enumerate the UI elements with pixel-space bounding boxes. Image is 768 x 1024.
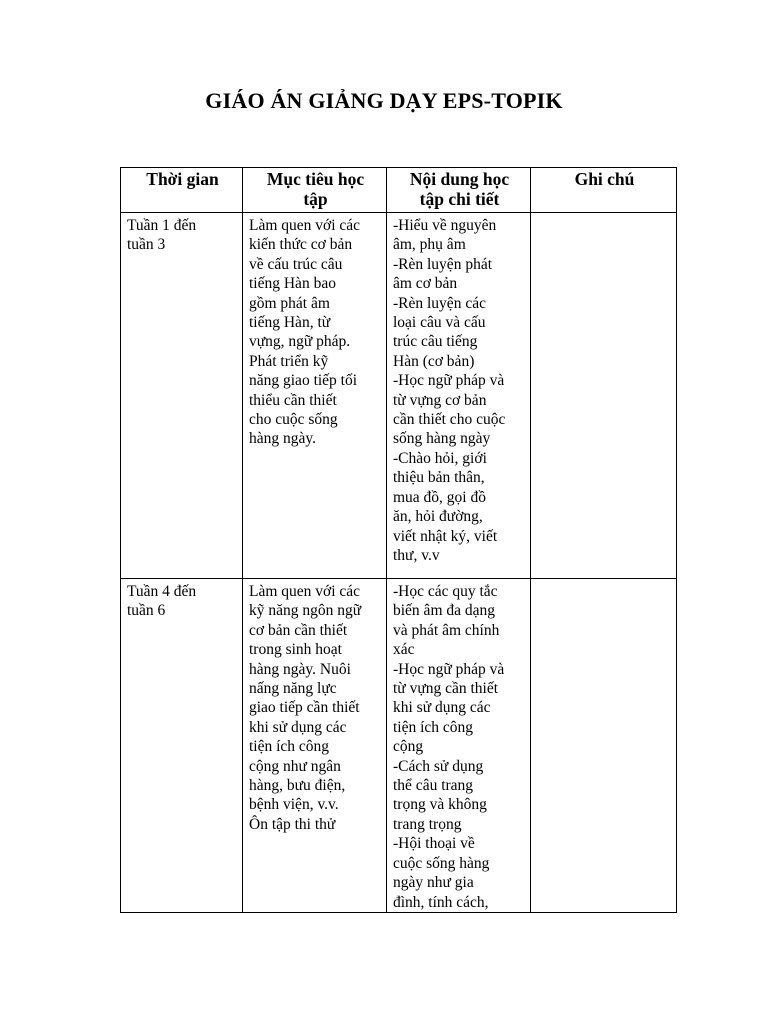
cell-text-line: âm cơ bản [393,275,458,293]
cell-text-line: tiếng Hàn, từ [249,314,331,332]
objective-cell [243,213,387,579]
content-cell [387,579,531,913]
cell-text-line: thể câu trang [393,777,474,795]
header-objective [243,168,387,213]
cell-text-line: loại câu và cấu [393,314,486,332]
cell-text-line: trúc câu tiếng [393,333,478,351]
cell-text-line: Làm quen với các [249,217,361,234]
cell-text-line: thư, v.v [393,546,440,564]
cell-text-line: khi sử dụng các [393,699,491,717]
table-row [121,213,677,579]
cell-text-line: tuần 6 [127,602,166,620]
cell-text-line: năng giao tiếp tối [249,372,358,390]
note-cell [531,579,677,913]
cell-text-line: cộng [393,738,424,756]
cell-text-line: Mục tiêu học [266,169,365,189]
cell-text-line: -Hội thoại về [393,835,475,853]
cell-text-line: Phát triển kỹ [249,352,329,370]
cell-text-line: nấng năng lực [249,680,337,698]
note-cell [531,213,677,579]
cell-text-line: khi sử dụng các [249,718,347,736]
cell-text-line: Ghi chú [574,169,635,189]
cell-text-line: biến âm đa dạng [393,602,496,620]
cell-text-line: tập [303,188,328,209]
cell-text-line: hàng ngày. Nuôi [249,660,351,678]
cell-text-line: tiếng Hàn bao [249,275,336,293]
cell-text-line: giao tiếp cần thiết [249,699,360,717]
cell-text-line: Ôn tập thi thử [249,815,336,833]
cell-text-line: kiến thức cơ bản [249,236,353,254]
cell-text-line: cơ bản cần thiết [249,621,348,639]
cell-text-line: -Hiểu về nguyên [393,217,497,234]
cell-text-line: Tuần 1 đến [127,217,197,234]
cell-text-line: thiệu bản thân, [393,469,485,487]
cell-text-line: -Cách sử dụng [393,757,484,775]
cell-text-line: vựng, ngữ pháp. [249,333,351,351]
cell-text-line: bệnh viện, v.v. [249,796,339,814]
cell-text-line: hàng, bưu điện, [249,777,346,795]
cell-text-line: -Học ngữ pháp và [393,372,505,390]
lesson-plan-table [120,167,677,913]
cell-text-line: Hàn (cơ bản) [393,352,475,370]
cell-text-line: -Rèn luyện các [393,294,486,312]
content-cell [387,213,531,579]
time-cell [121,213,243,579]
cell-text-line: tiện ích công [393,718,474,736]
table-header-row [121,168,677,213]
cell-text-line: tập chi tiết [419,188,500,209]
cell-text-line: trong sinh hoạt [249,641,342,659]
cell-text-line: Làm quen với các [249,583,361,600]
cell-text-line: và phát âm chính [393,621,500,639]
table-row [121,579,677,913]
cell-text-line: -Chào hỏi, giới [393,449,487,467]
cell-text-line: cho cuộc sống [249,411,338,429]
cell-text-line: mua đồ, gọi đồ [393,488,486,506]
cell-text-line: trọng và không [393,796,487,814]
cell-text-line: Nội dung học [409,169,510,189]
cell-text-line: trang trọng [393,815,462,833]
cell-text-line: cuộc sống hàng [393,854,490,872]
cell-text-line: sống hàng ngày [393,430,491,448]
cell-text-line: Tuần 4 đến [127,583,197,600]
cell-text-line: âm, phụ âm [393,236,466,254]
header-note [531,168,677,213]
cell-text-line: -Rèn luyện phát [393,255,493,273]
cell-text-line: hàng ngày. [249,430,317,448]
cell-text-line: kỹ năng ngôn ngữ [249,602,362,620]
cell-text-line: cộng như ngân [249,757,341,775]
cell-text-line: -Học các quy tắc [393,583,498,600]
cell-text-line: tiện ích công [249,738,330,756]
cell-text-line: ăn, hỏi đường, [393,508,483,526]
page-title: GIÁO ÁN GIẢNG DẠY EPS-TOPIK [205,88,563,113]
header-time [121,168,243,213]
cell-text-line: từ vựng cần thiết [393,680,499,698]
cell-text-line: xác [393,641,415,659]
objective-cell [243,579,387,913]
cell-text-line: -Học ngữ pháp và [393,660,505,678]
cell-text-line: ngày như gia [393,874,474,892]
cell-text-line: về cấu trúc câu [249,255,343,273]
cell-text-line: từ vựng cơ bản [393,391,487,409]
cell-text-line: tuần 3 [127,236,166,254]
header-content [387,168,531,213]
cell-text-line: viết nhật ký, viết [393,527,498,545]
cell-text-line: gồm phát âm [249,294,330,312]
cell-text-line: đình, tính cách, [393,893,489,911]
cell-text-line: thiểu cần thiết [249,391,337,409]
time-cell [121,579,243,913]
cell-text-line: Thời gian [146,169,219,189]
cell-text-line: cần thiết cho cuộc [393,411,506,429]
